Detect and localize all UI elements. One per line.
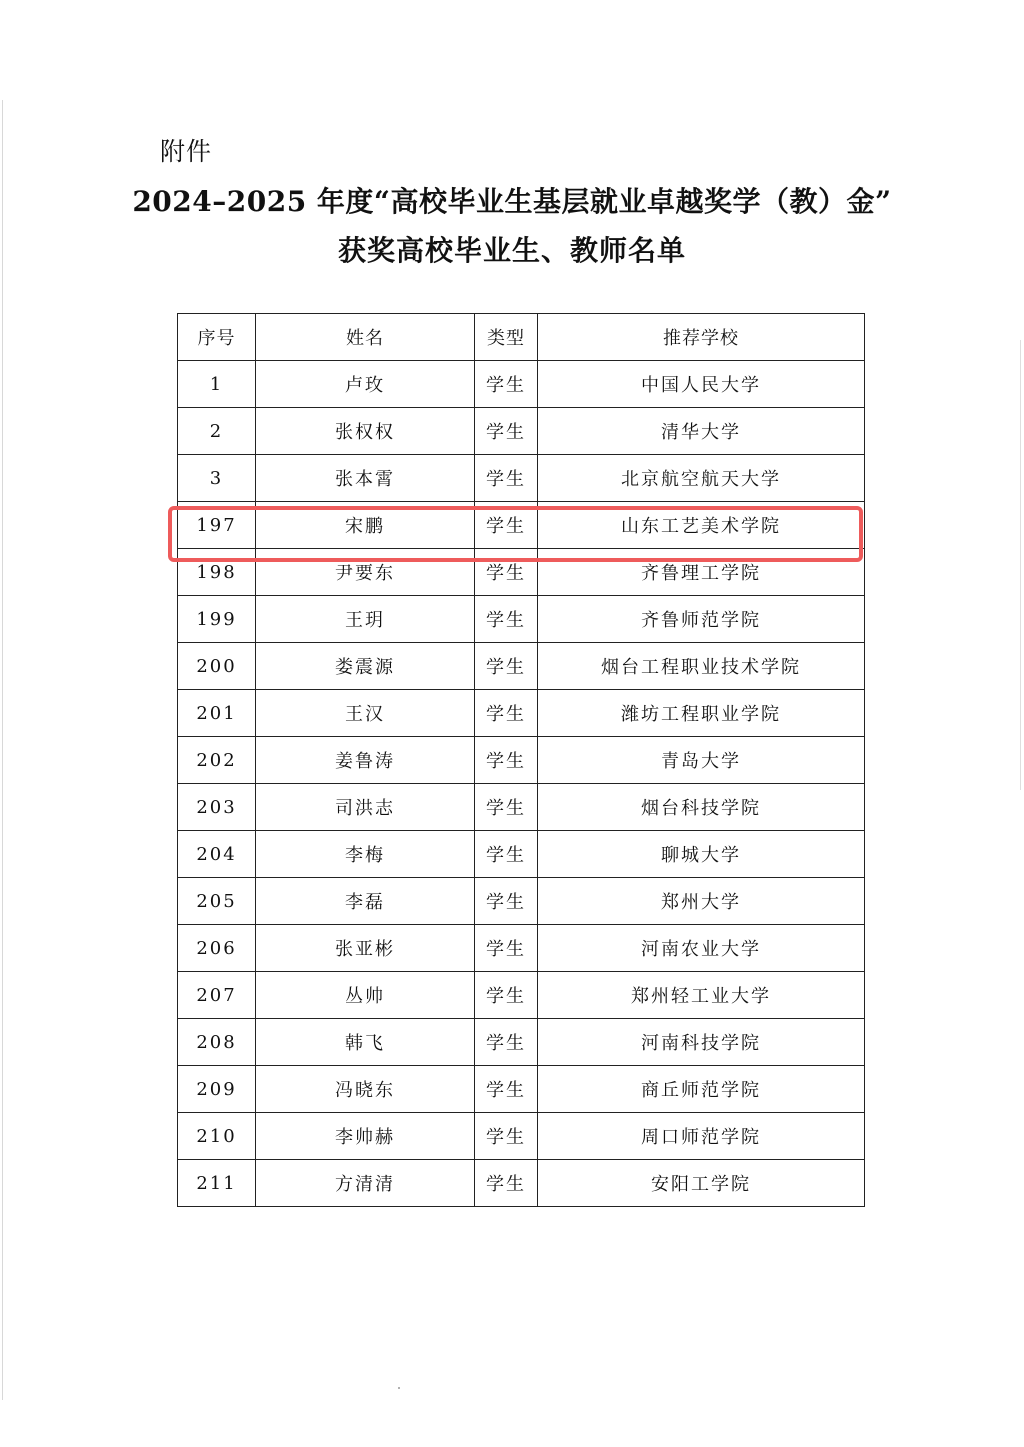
table-row [178, 972, 865, 1019]
table-row [178, 690, 865, 737]
cell-name: 张本霄 [256, 455, 475, 502]
cell-school: 安阳工学院 [538, 1160, 865, 1207]
cell-type: 学生 [475, 361, 538, 408]
cell-no: 207 [178, 972, 256, 1019]
cell-type: 学生 [475, 831, 538, 878]
scan-edge-left [2, 100, 3, 1400]
header-name: 姓名 [256, 314, 475, 361]
cell-type: 学生 [475, 1019, 538, 1066]
document-title-line1: 2024–2025 年度“高校毕业生基层就业卓越奖学（教）金” [132, 185, 892, 218]
cell-no: 210 [178, 1113, 256, 1160]
table-row [178, 455, 865, 502]
cell-school: 郑州大学 [538, 878, 865, 925]
cell-school: 北京航空航天大学 [538, 455, 865, 502]
cell-type: 学生 [475, 878, 538, 925]
cell-name: 尹要东 [256, 549, 475, 596]
cell-school: 青岛大学 [538, 737, 865, 784]
cell-type: 学生 [475, 925, 538, 972]
cell-name: 李梅 [256, 831, 475, 878]
cell-school: 齐鲁理工学院 [538, 549, 865, 596]
table-row [178, 878, 865, 925]
cell-no: 2 [178, 408, 256, 455]
cell-no: 209 [178, 1066, 256, 1113]
cell-school: 河南科技学院 [538, 1019, 865, 1066]
cell-name: 丛帅 [256, 972, 475, 1019]
table-row [178, 1160, 865, 1207]
table-row [178, 549, 865, 596]
cell-name: 张亚彬 [256, 925, 475, 972]
cell-school: 烟台科技学院 [538, 784, 865, 831]
cell-no: 208 [178, 1019, 256, 1066]
table-row [178, 1113, 865, 1160]
cell-name: 王玥 [256, 596, 475, 643]
cell-type: 学生 [475, 1066, 538, 1113]
cell-type: 学生 [475, 502, 538, 549]
cell-no: 3 [178, 455, 256, 502]
cell-name: 冯晓东 [256, 1066, 475, 1113]
cell-type: 学生 [475, 972, 538, 1019]
cell-type: 学生 [475, 549, 538, 596]
header-no: 序号 [178, 314, 256, 361]
table-row [178, 737, 865, 784]
cell-school: 周口师范学院 [538, 1113, 865, 1160]
cell-name: 方清清 [256, 1160, 475, 1207]
header-type: 类型 [475, 314, 538, 361]
cell-name: 姜鲁涛 [256, 737, 475, 784]
table-row-highlighted [178, 502, 865, 549]
cell-no: 203 [178, 784, 256, 831]
cell-no: 205 [178, 878, 256, 925]
cell-type: 学生 [475, 455, 538, 502]
cell-school: 烟台工程职业技术学院 [538, 643, 865, 690]
cell-name: 宋鹏 [256, 502, 475, 549]
awardee-table [177, 313, 865, 1207]
cell-school: 中国人民大学 [538, 361, 865, 408]
cell-no: 211 [178, 1160, 256, 1207]
cell-school: 潍坊工程职业学院 [538, 690, 865, 737]
cell-school: 聊城大学 [538, 831, 865, 878]
cell-no: 200 [178, 643, 256, 690]
scan-edge-right [1020, 340, 1021, 790]
cell-name: 司洪志 [256, 784, 475, 831]
table-row [178, 925, 865, 972]
cell-name: 韩飞 [256, 1019, 475, 1066]
table-row [178, 643, 865, 690]
cell-no: 1 [178, 361, 256, 408]
cell-type: 学生 [475, 690, 538, 737]
table-row [178, 361, 865, 408]
cell-type: 学生 [475, 1160, 538, 1207]
cell-type: 学生 [475, 596, 538, 643]
cell-no: 206 [178, 925, 256, 972]
scan-speck [398, 1387, 400, 1389]
header-school: 推荐学校 [538, 314, 865, 361]
cell-school: 商丘师范学院 [538, 1066, 865, 1113]
table-header-row [178, 314, 865, 361]
cell-school: 郑州轻工业大学 [538, 972, 865, 1019]
cell-no: 197 [178, 502, 256, 549]
table-row [178, 408, 865, 455]
cell-name: 张权权 [256, 408, 475, 455]
document-title-line2: 获奖高校毕业生、教师名单 [337, 234, 686, 267]
cell-name: 娄震源 [256, 643, 475, 690]
cell-school: 山东工艺美术学院 [538, 502, 865, 549]
cell-type: 学生 [475, 737, 538, 784]
cell-type: 学生 [475, 784, 538, 831]
cell-type: 学生 [475, 1113, 538, 1160]
table-row [178, 1066, 865, 1113]
cell-no: 199 [178, 596, 256, 643]
cell-school: 清华大学 [538, 408, 865, 455]
cell-no: 198 [178, 549, 256, 596]
cell-school: 河南农业大学 [538, 925, 865, 972]
cell-no: 204 [178, 831, 256, 878]
table-row [178, 1019, 865, 1066]
table-row [178, 831, 865, 878]
cell-name: 李帅赫 [256, 1113, 475, 1160]
cell-name: 王汉 [256, 690, 475, 737]
cell-name: 卢玫 [256, 361, 475, 408]
cell-type: 学生 [475, 643, 538, 690]
table-row [178, 596, 865, 643]
cell-school: 齐鲁师范学院 [538, 596, 865, 643]
table-row [178, 784, 865, 831]
cell-name: 李磊 [256, 878, 475, 925]
cell-no: 202 [178, 737, 256, 784]
cell-type: 学生 [475, 408, 538, 455]
cell-no: 201 [178, 690, 256, 737]
attachment-label: 附件 [160, 137, 213, 166]
